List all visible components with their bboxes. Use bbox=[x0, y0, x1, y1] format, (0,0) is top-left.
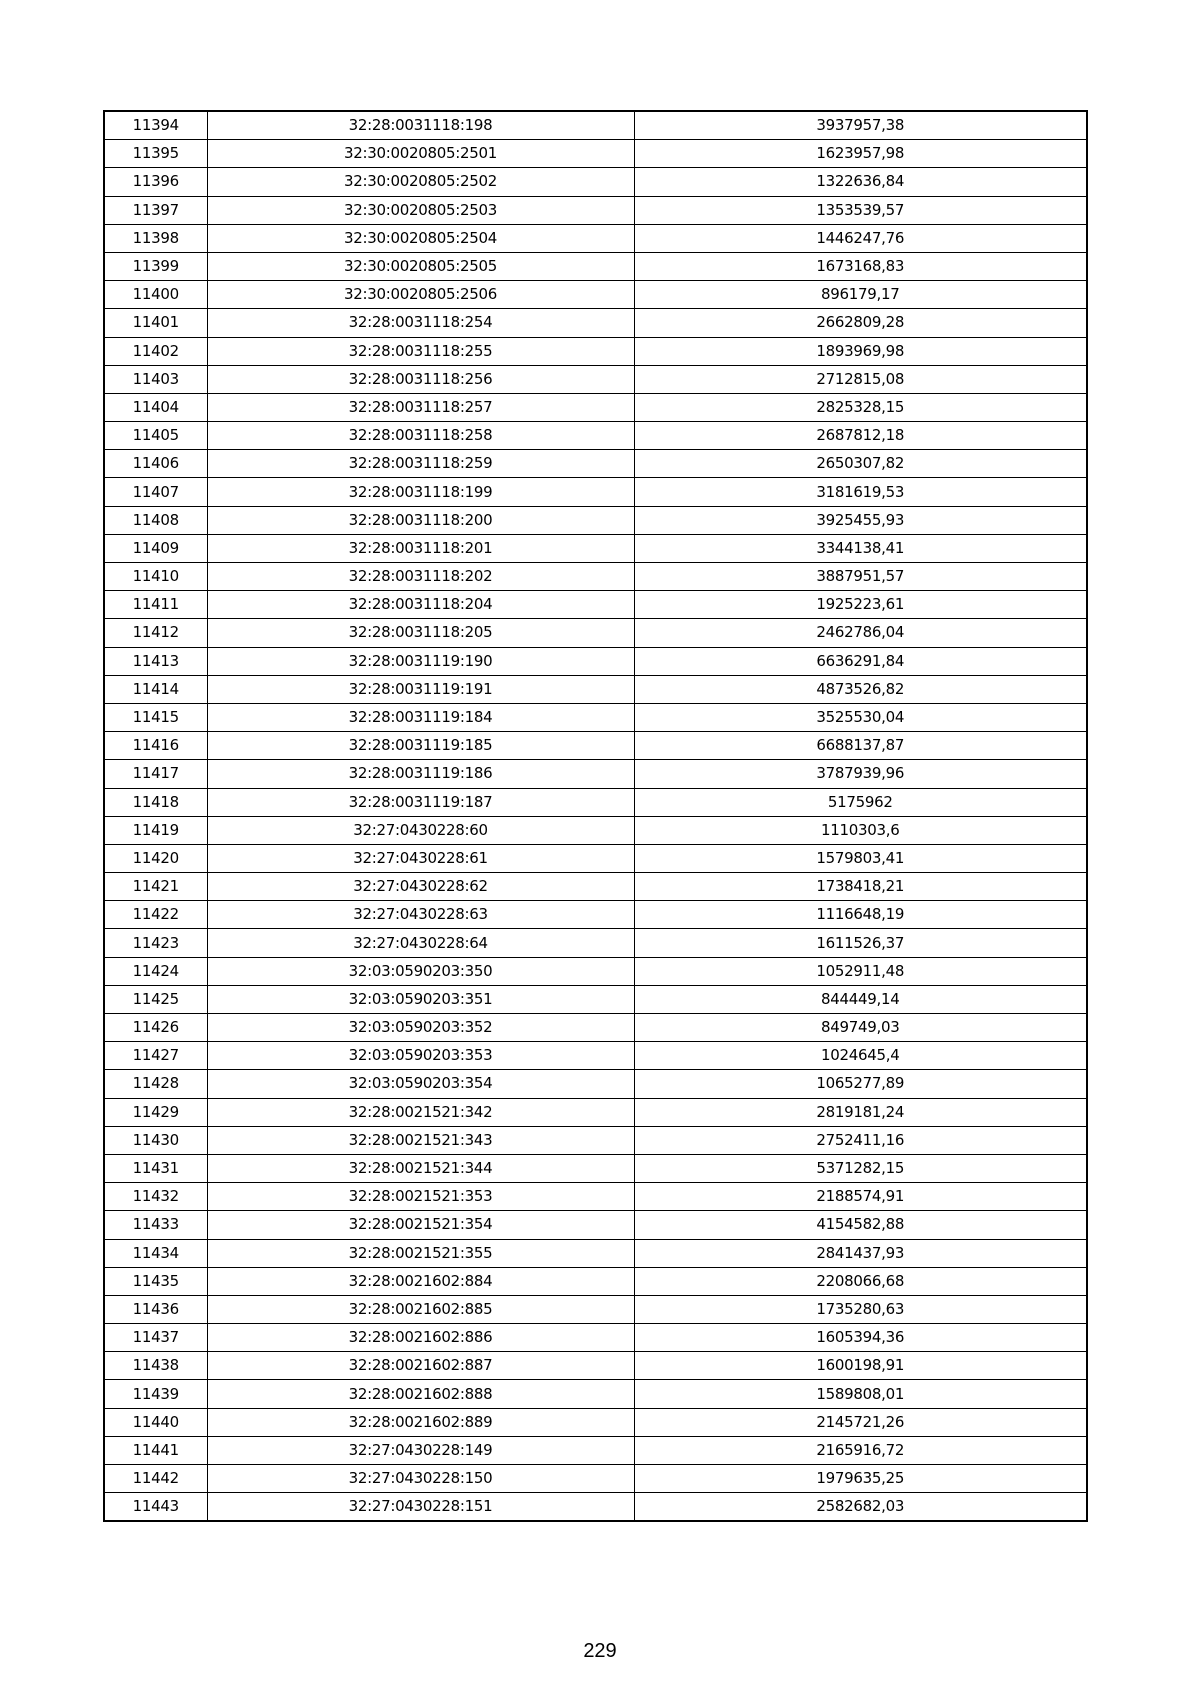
row-number-cell: 11404 bbox=[104, 393, 207, 421]
cadastral-value-cell: 1925223,61 bbox=[634, 591, 1087, 619]
row-number-cell: 11429 bbox=[104, 1098, 207, 1126]
cadastral-number-cell: 32:28:0021602:886 bbox=[207, 1324, 634, 1352]
table-row bbox=[104, 957, 1087, 985]
cadastral-value-cell: 1738418,21 bbox=[634, 873, 1087, 901]
row-number-cell: 11433 bbox=[104, 1211, 207, 1239]
table-row bbox=[104, 619, 1087, 647]
cadastral-value-cell: 2712815,08 bbox=[634, 365, 1087, 393]
cadastral-number-cell: 32:28:0031118:258 bbox=[207, 422, 634, 450]
table-row bbox=[104, 1324, 1087, 1352]
cadastral-value-cell: 1446247,76 bbox=[634, 224, 1087, 252]
table-row bbox=[104, 901, 1087, 929]
row-number-cell: 11412 bbox=[104, 619, 207, 647]
row-number-cell: 11417 bbox=[104, 760, 207, 788]
row-number-cell: 11435 bbox=[104, 1267, 207, 1295]
row-number-cell: 11443 bbox=[104, 1493, 207, 1522]
row-number-cell: 11409 bbox=[104, 534, 207, 562]
cadastral-number-cell: 32:28:0021602:884 bbox=[207, 1267, 634, 1295]
cadastral-value-cell: 6688137,87 bbox=[634, 732, 1087, 760]
cadastral-number-cell: 32:03:0590203:353 bbox=[207, 1042, 634, 1070]
row-number-cell: 11401 bbox=[104, 309, 207, 337]
cadastral-number-cell: 32:28:0031118:200 bbox=[207, 506, 634, 534]
table-row bbox=[104, 1465, 1087, 1493]
row-number-cell: 11397 bbox=[104, 196, 207, 224]
cadastral-value-cell: 1353539,57 bbox=[634, 196, 1087, 224]
row-number-cell: 11442 bbox=[104, 1465, 207, 1493]
table-row bbox=[104, 393, 1087, 421]
cadastral-number-cell: 32:27:0430228:60 bbox=[207, 816, 634, 844]
cadastral-number-cell: 32:28:0031119:186 bbox=[207, 760, 634, 788]
cadastral-value-cell: 1673168,83 bbox=[634, 252, 1087, 280]
cadastral-number-cell: 32:28:0031118:202 bbox=[207, 563, 634, 591]
cadastral-value-cell: 3887951,57 bbox=[634, 563, 1087, 591]
cadastral-number-cell: 32:30:0020805:2501 bbox=[207, 140, 634, 168]
row-number-cell: 11426 bbox=[104, 1014, 207, 1042]
table-row bbox=[104, 732, 1087, 760]
cadastral-number-cell: 32:28:0031118:257 bbox=[207, 393, 634, 421]
table-row bbox=[104, 788, 1087, 816]
cadastral-number-cell: 32:28:0021602:889 bbox=[207, 1408, 634, 1436]
cadastral-number-cell: 32:30:0020805:2504 bbox=[207, 224, 634, 252]
cadastral-value-cell: 1065277,89 bbox=[634, 1070, 1087, 1098]
row-number-cell: 11398 bbox=[104, 224, 207, 252]
cadastral-number-cell: 32:28:0031119:191 bbox=[207, 675, 634, 703]
table-row bbox=[104, 422, 1087, 450]
cadastral-number-cell: 32:27:0430228:151 bbox=[207, 1493, 634, 1522]
row-number-cell: 11396 bbox=[104, 168, 207, 196]
row-number-cell: 11420 bbox=[104, 844, 207, 872]
table-row bbox=[104, 450, 1087, 478]
cadastral-value-cell: 2841437,93 bbox=[634, 1239, 1087, 1267]
cadastral-value-cell: 2752411,16 bbox=[634, 1126, 1087, 1154]
cadastral-number-cell: 32:30:0020805:2502 bbox=[207, 168, 634, 196]
cadastral-number-cell: 32:28:0031118:256 bbox=[207, 365, 634, 393]
cadastral-value-cell: 6636291,84 bbox=[634, 647, 1087, 675]
cadastral-value-cell: 2165916,72 bbox=[634, 1436, 1087, 1464]
table-row bbox=[104, 196, 1087, 224]
table-row bbox=[104, 760, 1087, 788]
row-number-cell: 11436 bbox=[104, 1295, 207, 1323]
table-row bbox=[104, 168, 1087, 196]
cadastral-value-cell: 3925455,93 bbox=[634, 506, 1087, 534]
cadastral-value-cell: 3787939,96 bbox=[634, 760, 1087, 788]
table-row bbox=[104, 647, 1087, 675]
cadastral-value-cell: 1589808,01 bbox=[634, 1380, 1087, 1408]
cadastral-number-cell: 32:27:0430228:61 bbox=[207, 844, 634, 872]
cadastral-value-cell: 3181619,53 bbox=[634, 478, 1087, 506]
row-number-cell: 11411 bbox=[104, 591, 207, 619]
cadastral-number-cell: 32:28:0021521:343 bbox=[207, 1126, 634, 1154]
table-row bbox=[104, 929, 1087, 957]
cadastral-value-cell: 1605394,36 bbox=[634, 1324, 1087, 1352]
cadastral-value-table bbox=[103, 110, 1088, 1522]
cadastral-number-cell: 32:28:0031118:259 bbox=[207, 450, 634, 478]
cadastral-value-cell: 1110303,6 bbox=[634, 816, 1087, 844]
cadastral-value-cell: 844449,14 bbox=[634, 985, 1087, 1013]
cadastral-value-cell: 2462786,04 bbox=[634, 619, 1087, 647]
cadastral-number-cell: 32:27:0430228:149 bbox=[207, 1436, 634, 1464]
row-number-cell: 11394 bbox=[104, 111, 207, 140]
row-number-cell: 11438 bbox=[104, 1352, 207, 1380]
table-row bbox=[104, 591, 1087, 619]
table-row bbox=[104, 1380, 1087, 1408]
cadastral-value-cell: 2687812,18 bbox=[634, 422, 1087, 450]
table-row bbox=[104, 1126, 1087, 1154]
row-number-cell: 11399 bbox=[104, 252, 207, 280]
row-number-cell: 11423 bbox=[104, 929, 207, 957]
cadastral-number-cell: 32:30:0020805:2505 bbox=[207, 252, 634, 280]
row-number-cell: 11418 bbox=[104, 788, 207, 816]
row-number-cell: 11407 bbox=[104, 478, 207, 506]
cadastral-value-cell: 849749,03 bbox=[634, 1014, 1087, 1042]
table-row bbox=[104, 563, 1087, 591]
table-row bbox=[104, 252, 1087, 280]
cadastral-value-cell: 2145721,26 bbox=[634, 1408, 1087, 1436]
row-number-cell: 11441 bbox=[104, 1436, 207, 1464]
cadastral-number-cell: 32:28:0031119:185 bbox=[207, 732, 634, 760]
table-body bbox=[104, 111, 1087, 1521]
cadastral-number-cell: 32:30:0020805:2503 bbox=[207, 196, 634, 224]
row-number-cell: 11439 bbox=[104, 1380, 207, 1408]
cadastral-number-cell: 32:28:0021521:353 bbox=[207, 1183, 634, 1211]
cadastral-number-cell: 32:28:0031118:204 bbox=[207, 591, 634, 619]
row-number-cell: 11424 bbox=[104, 957, 207, 985]
cadastral-number-cell: 32:28:0031118:254 bbox=[207, 309, 634, 337]
cadastral-value-cell: 1052911,48 bbox=[634, 957, 1087, 985]
cadastral-number-cell: 32:03:0590203:354 bbox=[207, 1070, 634, 1098]
table-row bbox=[104, 703, 1087, 731]
cadastral-number-cell: 32:28:0031118:198 bbox=[207, 111, 634, 140]
table-row bbox=[104, 506, 1087, 534]
cadastral-number-cell: 32:28:0021521:344 bbox=[207, 1154, 634, 1182]
cadastral-value-cell: 5175962 bbox=[634, 788, 1087, 816]
table-row bbox=[104, 140, 1087, 168]
cadastral-number-cell: 32:28:0031119:190 bbox=[207, 647, 634, 675]
cadastral-number-cell: 32:28:0031119:187 bbox=[207, 788, 634, 816]
table-row bbox=[104, 1183, 1087, 1211]
table-row bbox=[104, 1098, 1087, 1126]
table-row bbox=[104, 1239, 1087, 1267]
table-row bbox=[104, 1211, 1087, 1239]
row-number-cell: 11434 bbox=[104, 1239, 207, 1267]
cadastral-value-cell: 3525530,04 bbox=[634, 703, 1087, 731]
table-row bbox=[104, 534, 1087, 562]
row-number-cell: 11415 bbox=[104, 703, 207, 731]
cadastral-value-cell: 2582682,03 bbox=[634, 1493, 1087, 1522]
cadastral-value-cell: 2825328,15 bbox=[634, 393, 1087, 421]
cadastral-number-cell: 32:28:0021602:887 bbox=[207, 1352, 634, 1380]
cadastral-value-cell: 1735280,63 bbox=[634, 1295, 1087, 1323]
cadastral-number-cell: 32:27:0430228:62 bbox=[207, 873, 634, 901]
table-row bbox=[104, 1267, 1087, 1295]
table-row bbox=[104, 337, 1087, 365]
cadastral-number-cell: 32:03:0590203:351 bbox=[207, 985, 634, 1013]
row-number-cell: 11395 bbox=[104, 140, 207, 168]
row-number-cell: 11425 bbox=[104, 985, 207, 1013]
row-number-cell: 11437 bbox=[104, 1324, 207, 1352]
table-row bbox=[104, 1154, 1087, 1182]
row-number-cell: 11428 bbox=[104, 1070, 207, 1098]
cadastral-value-cell: 2819181,24 bbox=[634, 1098, 1087, 1126]
table-row bbox=[104, 816, 1087, 844]
cadastral-number-cell: 32:03:0590203:352 bbox=[207, 1014, 634, 1042]
table-row bbox=[104, 675, 1087, 703]
row-number-cell: 11402 bbox=[104, 337, 207, 365]
cadastral-value-cell: 1116648,19 bbox=[634, 901, 1087, 929]
row-number-cell: 11416 bbox=[104, 732, 207, 760]
cadastral-number-cell: 32:28:0021521:354 bbox=[207, 1211, 634, 1239]
table-row bbox=[104, 1014, 1087, 1042]
row-number-cell: 11413 bbox=[104, 647, 207, 675]
cadastral-value-cell: 1600198,91 bbox=[634, 1352, 1087, 1380]
cadastral-number-cell: 32:28:0021602:888 bbox=[207, 1380, 634, 1408]
row-number-cell: 11419 bbox=[104, 816, 207, 844]
row-number-cell: 11422 bbox=[104, 901, 207, 929]
cadastral-number-cell: 32:28:0031118:201 bbox=[207, 534, 634, 562]
table-row bbox=[104, 1042, 1087, 1070]
table-row bbox=[104, 985, 1087, 1013]
table-row bbox=[104, 281, 1087, 309]
cadastral-value-cell: 2650307,82 bbox=[634, 450, 1087, 478]
cadastral-value-cell: 2208066,68 bbox=[634, 1267, 1087, 1295]
cadastral-value-cell: 1024645,4 bbox=[634, 1042, 1087, 1070]
table-row bbox=[104, 309, 1087, 337]
table-row bbox=[104, 1352, 1087, 1380]
cadastral-value-cell: 1893969,98 bbox=[634, 337, 1087, 365]
cadastral-number-cell: 32:28:0031118:205 bbox=[207, 619, 634, 647]
cadastral-number-cell: 32:27:0430228:150 bbox=[207, 1465, 634, 1493]
table-row bbox=[104, 1436, 1087, 1464]
table-row bbox=[104, 478, 1087, 506]
row-number-cell: 11430 bbox=[104, 1126, 207, 1154]
cadastral-value-cell: 896179,17 bbox=[634, 281, 1087, 309]
row-number-cell: 11421 bbox=[104, 873, 207, 901]
cadastral-value-cell: 2662809,28 bbox=[634, 309, 1087, 337]
table-row bbox=[104, 873, 1087, 901]
row-number-cell: 11432 bbox=[104, 1183, 207, 1211]
row-number-cell: 11406 bbox=[104, 450, 207, 478]
row-number-cell: 11405 bbox=[104, 422, 207, 450]
cadastral-value-cell: 4154582,88 bbox=[634, 1211, 1087, 1239]
table-row bbox=[104, 1493, 1087, 1522]
table-row bbox=[104, 844, 1087, 872]
cadastral-number-cell: 32:28:0031118:255 bbox=[207, 337, 634, 365]
row-number-cell: 11414 bbox=[104, 675, 207, 703]
row-number-cell: 11427 bbox=[104, 1042, 207, 1070]
row-number-cell: 11400 bbox=[104, 281, 207, 309]
row-number-cell: 11408 bbox=[104, 506, 207, 534]
cadastral-value-cell: 1611526,37 bbox=[634, 929, 1087, 957]
cadastral-number-cell: 32:27:0430228:63 bbox=[207, 901, 634, 929]
cadastral-value-cell: 3937957,38 bbox=[634, 111, 1087, 140]
row-number-cell: 11410 bbox=[104, 563, 207, 591]
table-row bbox=[104, 224, 1087, 252]
cadastral-value-cell: 3344138,41 bbox=[634, 534, 1087, 562]
cadastral-value-cell: 1322636,84 bbox=[634, 168, 1087, 196]
cadastral-number-cell: 32:28:0021521:355 bbox=[207, 1239, 634, 1267]
cadastral-number-cell: 32:03:0590203:350 bbox=[207, 957, 634, 985]
cadastral-value-cell: 1979635,25 bbox=[634, 1465, 1087, 1493]
cadastral-number-cell: 32:28:0021521:342 bbox=[207, 1098, 634, 1126]
table-row bbox=[104, 111, 1087, 140]
table-row bbox=[104, 1295, 1087, 1323]
cadastral-value-cell: 2188574,91 bbox=[634, 1183, 1087, 1211]
row-number-cell: 11431 bbox=[104, 1154, 207, 1182]
row-number-cell: 11440 bbox=[104, 1408, 207, 1436]
cadastral-number-cell: 32:28:0031119:184 bbox=[207, 703, 634, 731]
cadastral-number-cell: 32:30:0020805:2506 bbox=[207, 281, 634, 309]
table-row bbox=[104, 365, 1087, 393]
cadastral-number-cell: 32:28:0021602:885 bbox=[207, 1295, 634, 1323]
cadastral-value-cell: 5371282,15 bbox=[634, 1154, 1087, 1182]
cadastral-value-cell: 4873526,82 bbox=[634, 675, 1087, 703]
cadastral-value-cell: 1623957,98 bbox=[634, 140, 1087, 168]
table-row bbox=[104, 1070, 1087, 1098]
row-number-cell: 11403 bbox=[104, 365, 207, 393]
table-row bbox=[104, 1408, 1087, 1436]
page-number: 229 bbox=[583, 1640, 617, 1662]
cadastral-number-cell: 32:27:0430228:64 bbox=[207, 929, 634, 957]
cadastral-value-cell: 1579803,41 bbox=[634, 844, 1087, 872]
cadastral-number-cell: 32:28:0031118:199 bbox=[207, 478, 634, 506]
